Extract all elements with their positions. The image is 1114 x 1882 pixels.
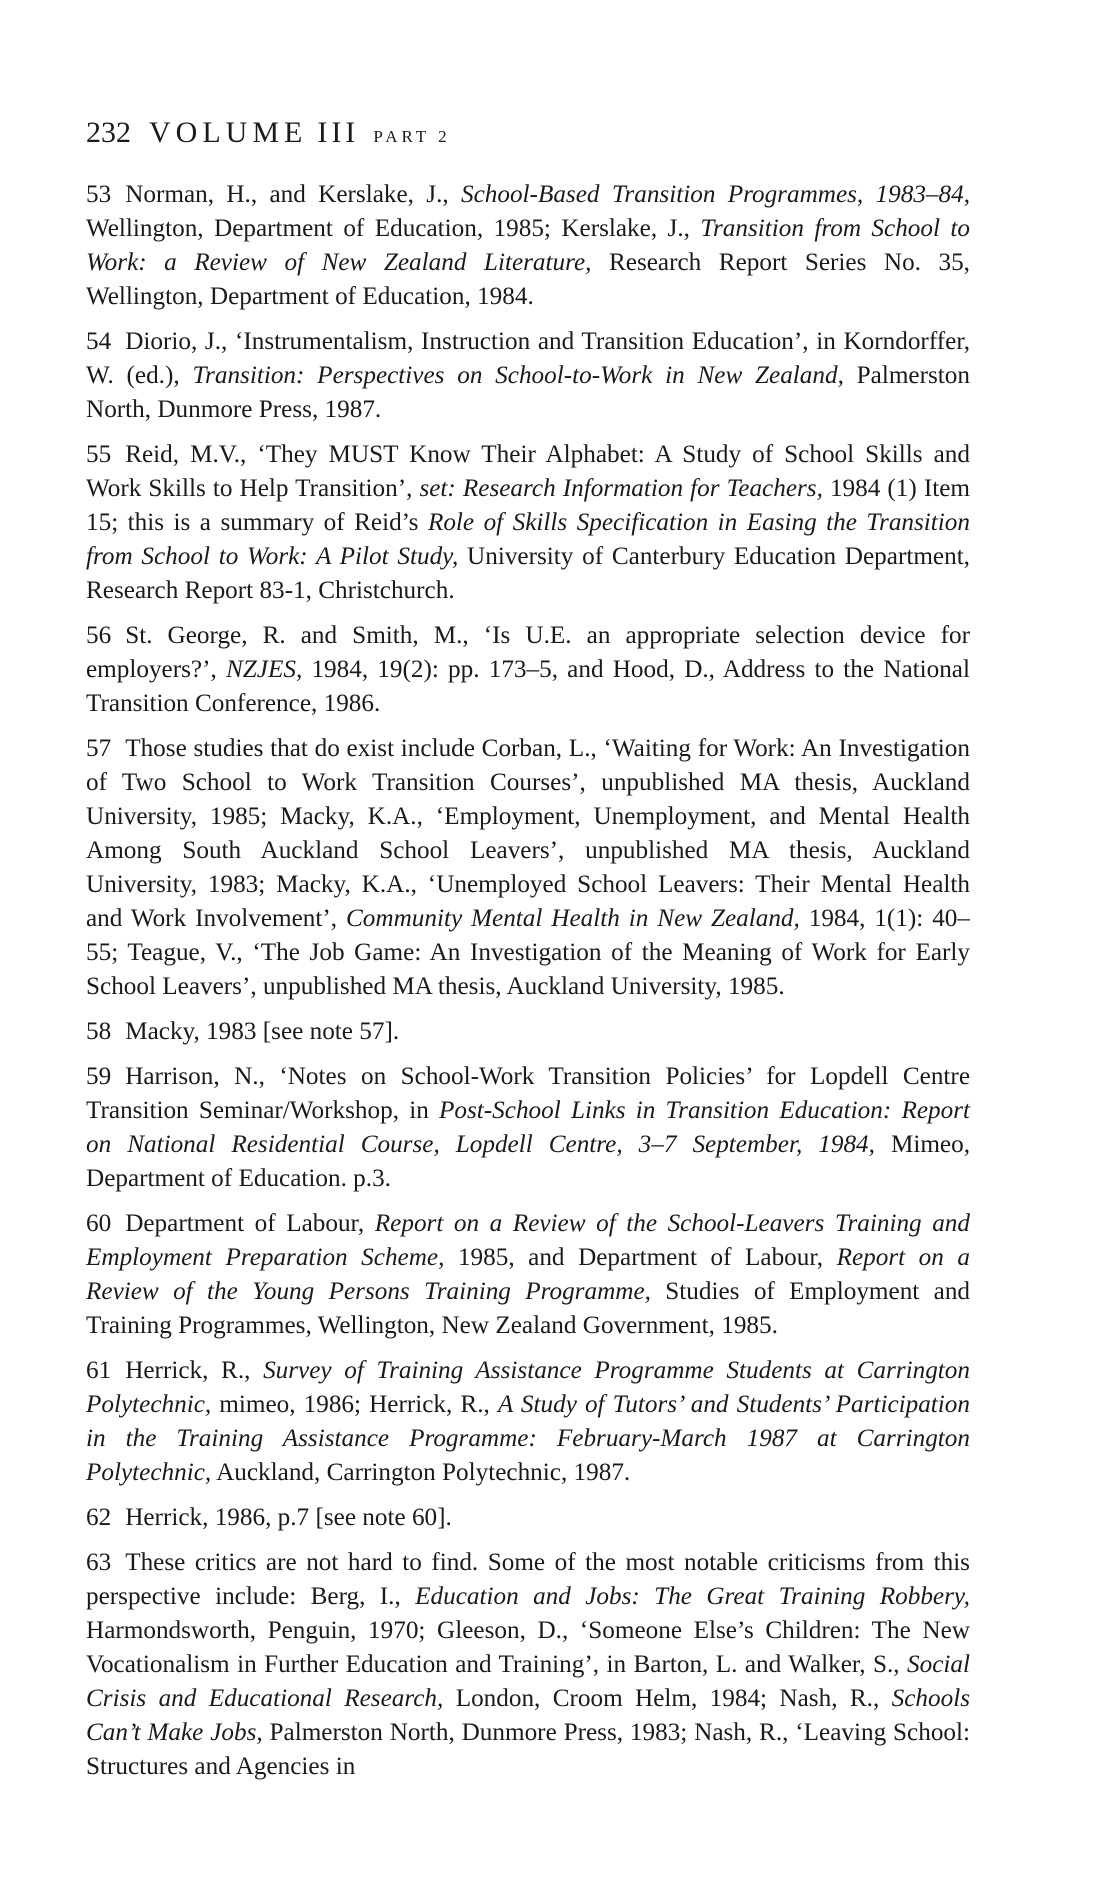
endnote-text: 1984, 1(1): 40–55; Teague, V., ‘The Job Game: An Investigation of the Meaning of Work for Early School Leavers’, unpublished MA thesis, Auckland University, 1985. [86, 905, 970, 1000]
endnote-number: 58 [86, 1018, 112, 1045]
endnote-text: St. George, R. and Smith, M., ‘Is U.E. an appropriate selection device for employers?’, [86, 622, 970, 683]
endnote [86, 1015, 970, 1049]
endnote-text: Herrick, 1986, p.7 [see note 60]. [125, 1504, 452, 1531]
endnote-title-italic: School-Based Transition Programmes, 1983–84, [461, 181, 971, 208]
endnote-text: Studies of Employment and Training Programmes, Wellington, New Zealand Government, 1985. [86, 1278, 971, 1339]
endnote-text: 1984, 19(2): pp. 173–5, and Hood, D., Address to the National Transition Conference, 1986. [86, 656, 970, 717]
endnote-text: Reid, M.V., ‘They MUST Know Their Alphabet: A Study of School Skills and Work Skills to Help Transition’, [86, 441, 970, 502]
endnote-text: mimeo, 1986; Herrick, R., [211, 1391, 498, 1418]
endnote-title-italic: A Study of Tutors’ and Students’ Participation in the Training Assistance Programme: February-March 1987 at Carrington Polytechnic, [86, 1391, 970, 1486]
endnote-number: 62 [86, 1504, 112, 1531]
endnote-text: Auckland, Carrington Polytechnic, 1987. [211, 1459, 631, 1486]
endnote-title-italic: Report on a Review of the Young Persons Training Programme, [86, 1244, 971, 1305]
endnote-number: 53 [86, 181, 112, 208]
endnote [86, 732, 970, 1004]
endnote-number: 57 [86, 735, 112, 762]
volume-label: VOLUME [149, 116, 308, 149]
endnote-title-italic: Survey of Training Assistance Programme Students at Carrington Polytechnic, [86, 1357, 970, 1418]
endnote-title-italic: Transition: Perspectives on School-to-Work in New Zealand, [192, 362, 844, 389]
volume-roman: III [317, 116, 360, 149]
endnote-title-italic: NZJES, [225, 656, 303, 683]
endnote-title-italic: Transition from School to Work: a Review of New Zealand Literature, [86, 215, 970, 276]
endnote-text: Wellington, Department of Education, 1985; Kerslake, J., [86, 215, 701, 242]
endnote-text: University of Canterbury Education Department, Research Report 83-1, Christchurch. [86, 543, 970, 604]
endnote-number: 61 [86, 1357, 112, 1384]
endnote [86, 438, 970, 608]
endnote [86, 1354, 970, 1490]
endnote-title-italic: Role of Skills Specification in Easing the Transition from School to Work: A Pilot Study, [86, 509, 970, 570]
endnote-text: Harrison, N., ‘Notes on School-Work Transition Policies’ for Lopdell Centre Transition Seminar/Workshop, in [86, 1063, 970, 1124]
endnote-title-italic: Post-School Links in Transition Education: Report on National Residential Course, Lopdell Centre, 3–7 September, 1984, [86, 1097, 971, 1158]
part-label: PART 2 [373, 127, 451, 146]
endnote [86, 1501, 970, 1535]
endnote-title-italic: Education and Jobs: The Great Training Robbery, [415, 1583, 970, 1610]
endnote-text: Palmerston North, Dunmore Press, 1987. [86, 362, 970, 423]
endnote-number: 54 [86, 328, 112, 355]
endnote-text: Palmerston North, Dunmore Press, 1983; Nash, R., ‘Leaving School: Structures and Agencies in [86, 1719, 971, 1780]
endnote-text: Herrick, R., [125, 1357, 264, 1384]
endnote [86, 1546, 970, 1784]
endnote-number: 63 [86, 1549, 112, 1576]
endnote [86, 325, 970, 427]
endnote-text: These critics are not hard to find. Some of the most notable criticisms from this perspective include: Berg, I., [86, 1549, 970, 1610]
endnote-text: 1985, and Department of Labour, [444, 1244, 837, 1271]
endnote-title-italic: Community Mental Health in New Zealand, [345, 905, 800, 932]
endnote-number: 60 [86, 1210, 112, 1237]
endnote-text: Those studies that do exist include Corban, L., ‘Waiting for Work: An Investigation of Two School to Work Transition Courses’, unpublished MA thesis, Auckland University, 1985; Macky, K.A., ‘Employment, Unemployment, and Mental Health Among South Auckland School Leavers’, unpublished MA thesis, Auckland University, 1983; Macky, K.A., ‘Unemployed School Leavers: Their Mental Health and Work Involvement’, [86, 735, 970, 932]
endnote-number: 59 [86, 1063, 112, 1090]
endnote-title-italic: Report on a Review of the School-Leavers Training and Employment Preparation Scheme, [86, 1210, 970, 1271]
endnote-text: Research Report Series No. 35, Wellington, Department of Education, 1984. [86, 249, 970, 310]
endnote-number: 55 [86, 441, 112, 468]
endnote [86, 178, 970, 314]
running-head [86, 118, 451, 148]
endnote-text: Diorio, J., ‘Instrumentalism, Instruction and Transition Education’, in Korndorffer, W. (ed.), [86, 328, 970, 389]
endnote-text: Mimeo, Department of Education. p.3. [86, 1131, 970, 1192]
endnote-number: 56 [86, 622, 112, 649]
endnote-title-italic: set: Research Information for Teachers, [419, 475, 823, 502]
endnote [86, 1060, 970, 1196]
endnote-text: Department of Labour, [125, 1210, 375, 1237]
endnote-text: Norman, H., and Kerslake, J., [125, 181, 461, 208]
endnote-title-italic: Social Crisis and Educational Research, [86, 1651, 970, 1712]
endnote-text: London, Croom Helm, 1984; Nash, R., [443, 1685, 892, 1712]
endnote-text: Macky, 1983 [see note 57]. [125, 1018, 400, 1045]
endnote [86, 1207, 970, 1343]
endnote-text: Harmondsworth, Penguin, 1970; Gleeson, D., ‘Someone Else’s Children: The New Vocationalism in Further Education and Training’, in Barton, L. and Walker, S., [86, 1617, 970, 1678]
page-number: 232 [86, 116, 131, 149]
endnotes-list [86, 178, 970, 1795]
endnote-text: 1984 (1) Item 15; this is a summary of Reid’s [86, 475, 970, 536]
endnote [86, 619, 970, 721]
endnote-title-italic: Schools Can’t Make Jobs, [86, 1685, 970, 1746]
